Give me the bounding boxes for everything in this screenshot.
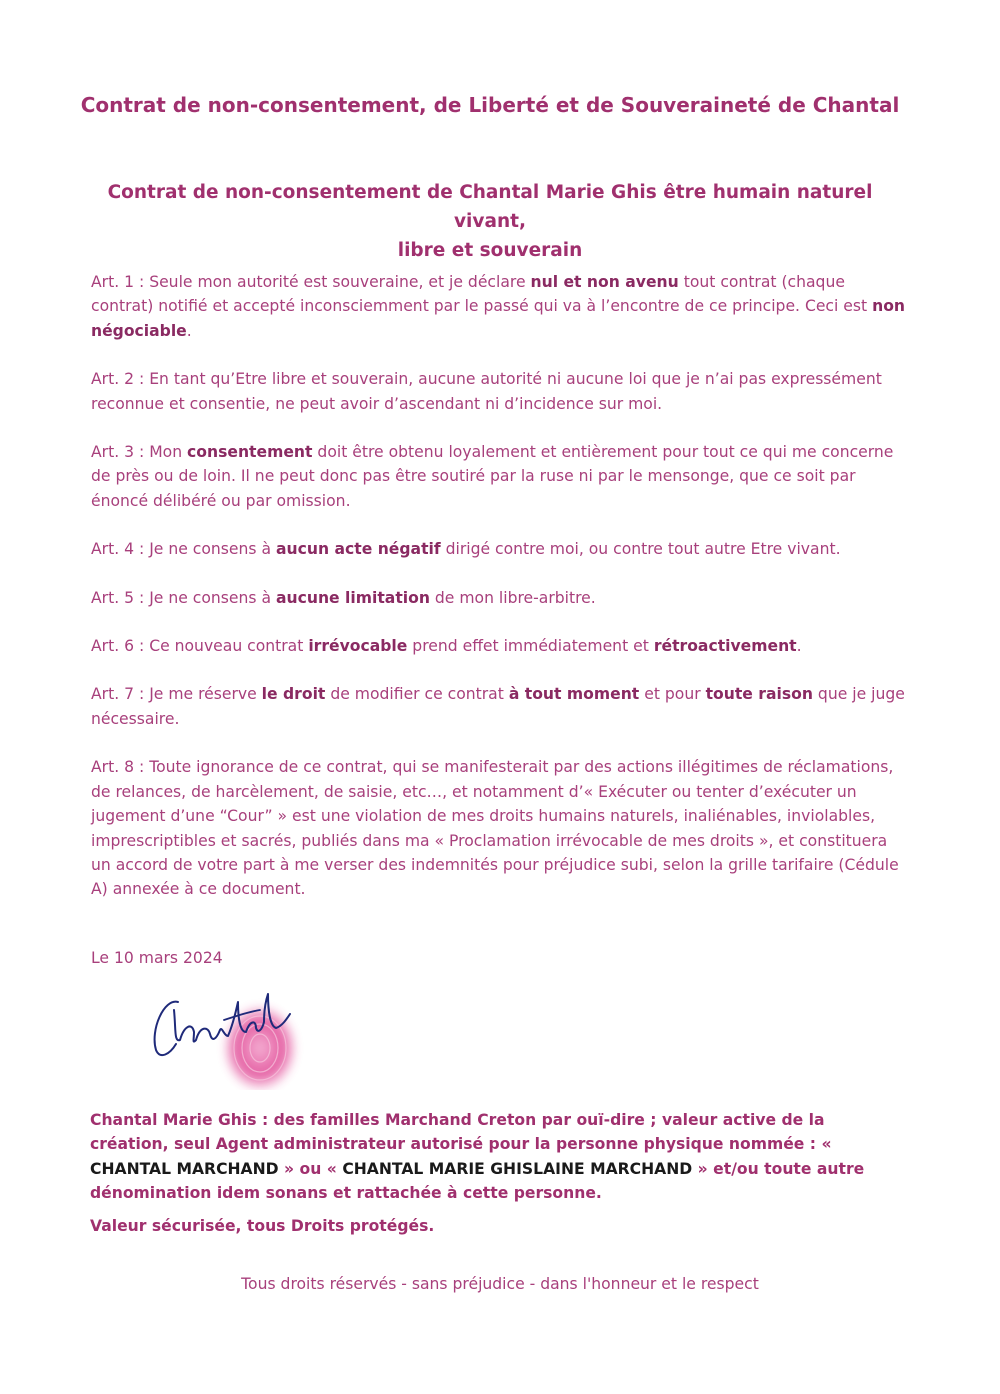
article-1-text: tout contrat (chaque contrat) notifié et accepté inconsciemment par le passé qui va à l’encontre de ce principe. Ceci est xyxy=(91,273,873,316)
article-7 xyxy=(91,682,906,731)
article-6-text: prend effet immédiatement et xyxy=(407,637,654,656)
article-7-bold: à tout moment xyxy=(508,685,640,704)
rights-statement: Valeur sécurisée, tous Droits protégés. xyxy=(90,1217,435,1235)
article-1 xyxy=(91,270,906,343)
article-1-text: . xyxy=(186,321,192,340)
article-8 xyxy=(91,755,906,901)
article-6-text: Art. 6 : Ce nouveau contrat xyxy=(91,637,309,656)
article-8-text: Art. 8 : Toute ignorance de ce contrat, qui se manifesterait par des actions illégitimes de réclamations, de relances, de harcèlement, de saisie, etc…, et notamment d’« Exécuter ou tenter d’exécuter un jugement d’une “Cour” » est une violation de mes droits humains naturels, inaliénables, inviolables, imprescriptibles et sacrés, publiés dans ma « Proclamation irrévocable de mes droits », et constituera un accord de votre part à me verser des indemnités pour préjudice subi, selon la grille tarifaire (Cédule A) annexée à ce document. xyxy=(91,758,899,899)
subtitle-line-2: libre et souverain xyxy=(397,240,583,261)
article-4-text: Art. 4 : Je ne consens à xyxy=(91,540,276,559)
article-4-bold: aucun acte négatif xyxy=(275,540,441,559)
article-4 xyxy=(91,537,906,561)
article-3-text: doit être obtenu loyalement et entièrement pour tout ce qui me concerne de près ou de loin. Il ne peut donc pas être soutiré par la ruse ni par le mensonge, que ce soit par énoncé délibéré ou par omission. xyxy=(91,443,894,510)
article-5-bold: aucune limitation xyxy=(275,588,430,607)
article-6 xyxy=(91,634,906,658)
article-3-text: Art. 3 : Mon xyxy=(91,443,188,462)
signature-with-thumbprint xyxy=(140,970,320,1090)
article-3-bold: consentement xyxy=(187,443,313,462)
legal-name-2: CHANTAL MARIE GHISLAINE MARCHAND xyxy=(342,1159,693,1178)
article-7-text: Art. 7 : Je me réserve xyxy=(91,685,262,704)
article-6-text: . xyxy=(796,637,802,656)
article-3 xyxy=(91,440,906,513)
article-5 xyxy=(91,586,906,610)
identity-text: » ou « xyxy=(278,1159,343,1178)
article-5-text: Art. 5 : Je ne consens à xyxy=(91,588,276,607)
article-1-bold: nul et non avenu xyxy=(530,273,679,291)
document-title: Contrat de non-consentement, de Liberté et de Souveraineté de Chantal xyxy=(80,93,900,117)
document-date: Le 10 mars 2024 xyxy=(91,949,223,967)
footer-text: Tous droits réservés - sans préjudice - dans l'honneur et le respect xyxy=(241,1275,759,1293)
article-7-bold: toute raison xyxy=(705,685,813,704)
article-6-bold: irrévocable xyxy=(308,637,408,656)
article-2-text: Art. 2 : En tant qu’Etre libre et souverain, aucune autorité ni aucune loi que je n’ai pas expressément reconnue et consentie, ne peut avoir d’ascendant ni d’incidence sur moi. xyxy=(91,370,882,413)
article-5-text: de mon libre-arbitre. xyxy=(429,588,596,607)
article-1-bold: non négociable xyxy=(91,297,906,340)
article-4-text: dirigé contre moi, ou contre tout autre Etre vivant. xyxy=(440,540,841,559)
identity-text: » et/ou toute autre dénomination idem sonans et rattachée à cette personne. xyxy=(90,1159,865,1203)
article-2 xyxy=(91,367,906,416)
article-7-bold: le droit xyxy=(261,685,326,704)
legal-name-1: CHANTAL MARCHAND xyxy=(90,1159,279,1178)
article-6-bold: rétroactivement xyxy=(653,637,797,656)
identity-statement xyxy=(90,1108,900,1206)
article-7-text: et pour xyxy=(639,685,706,704)
article-7-text: que je juge nécessaire. xyxy=(91,685,905,728)
article-7-text: de modifier ce contrat xyxy=(325,685,509,704)
articles-list xyxy=(91,270,906,926)
subtitle-line-1: Contrat de non-consentement de Chantal Marie Ghis être humain naturel vivant, xyxy=(107,182,873,232)
identity-text: Chantal Marie Ghis : des familles Marchand Creton par ouï-dire ; valeur active de la création, seul Agent administrateur autorisé pour la personne physique nommée : « xyxy=(90,1111,832,1154)
article-1-text: Art. 1 : Seule mon autorité est souveraine, et je déclare xyxy=(91,273,531,291)
document-subtitle xyxy=(90,178,890,265)
